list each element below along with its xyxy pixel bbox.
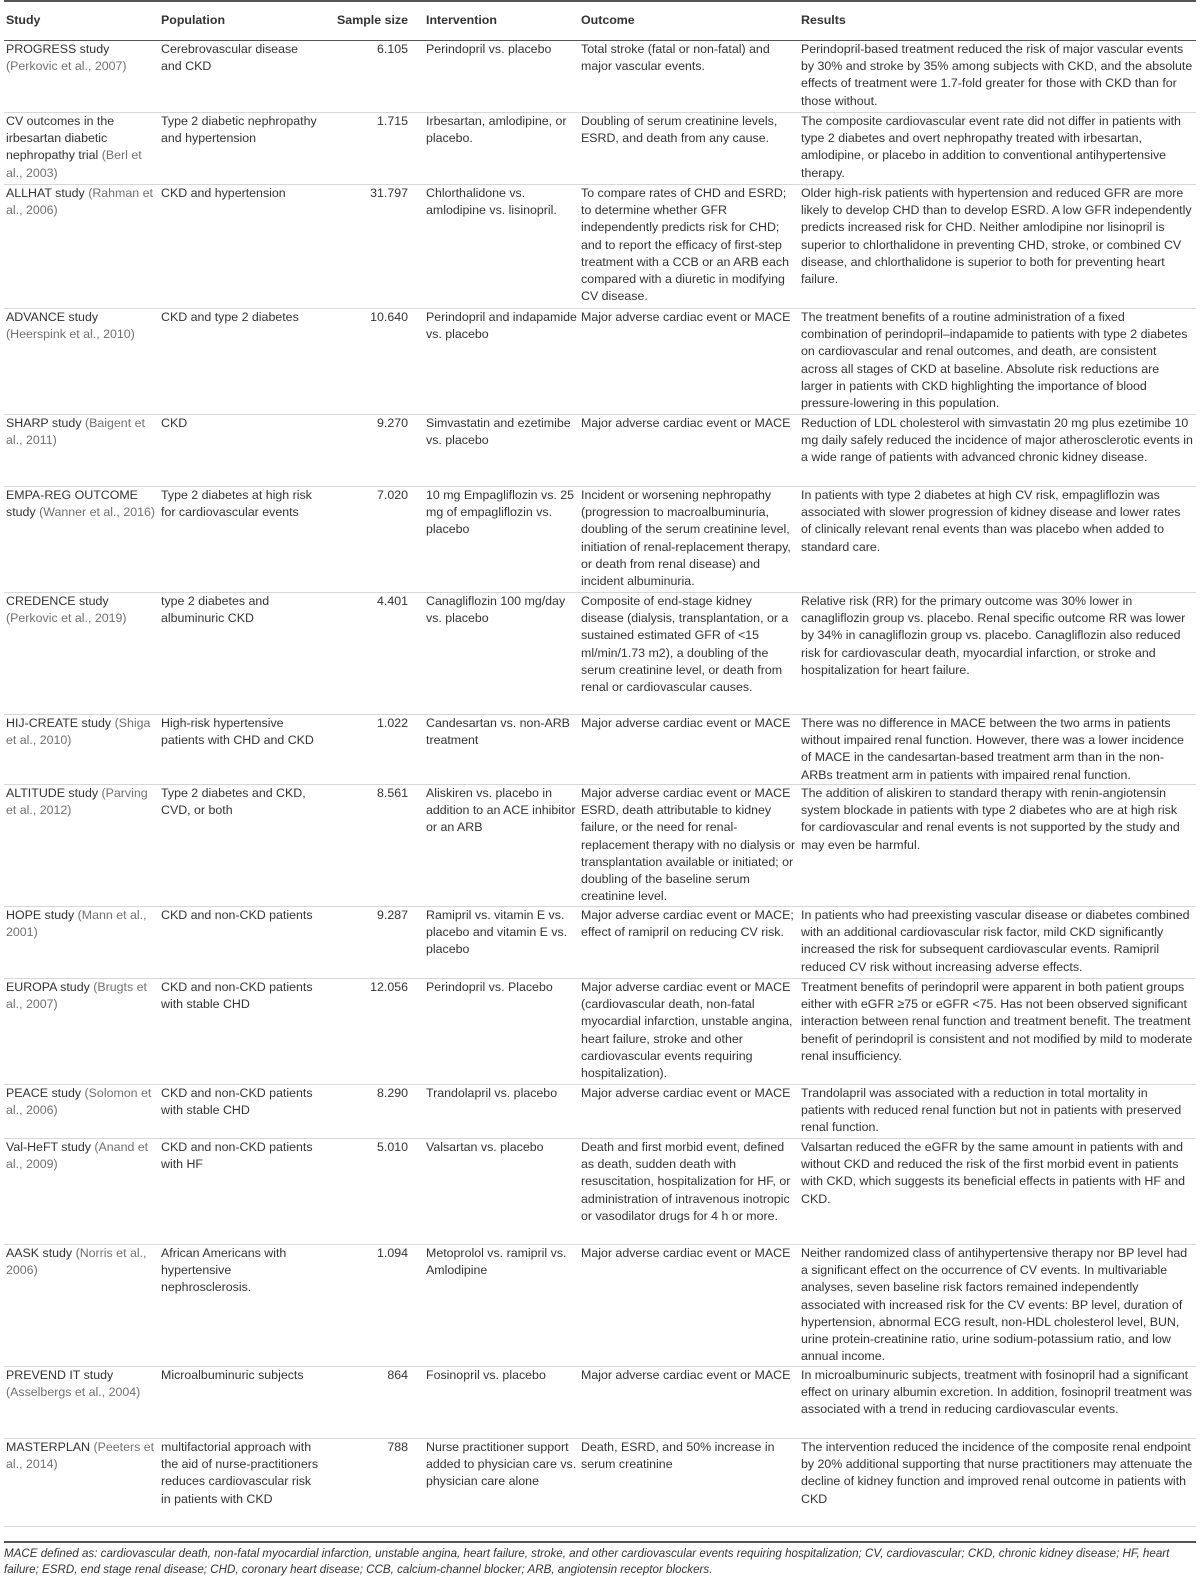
cell-results: Valsartan reduced the eGFR by the same amount in patients with and without CKD and reduced the risk of the first morbid event in patients with CKD, which suggests its beneficial effects in patients with HF and CKD. <box>799 1139 1196 1245</box>
cell-intervention: Fosinopril vs. placebo <box>424 1367 579 1439</box>
cell-results: Neither randomized class of antihypertensive therapy nor BP level had a significant effect on the occurrence of CV events. In multivariable analyses, seven baseline risk factors remained independently associated with increased risk for the CV events: BP level, duration of hypertension, abnormal ECG result, non-HDL cholesterol level, BUN, urine protein-creatinine ratio, urine sodium-potassium ratio, and low annual income. <box>799 1245 1196 1367</box>
cell-population: Type 2 diabetes and CKD, CVD, or both <box>159 785 324 907</box>
cell-study <box>4 979 159 1085</box>
study-reference-link[interactable]: (Perkovic et al., 2019) <box>6 611 127 626</box>
cell-study <box>4 487 159 593</box>
cell-sample-size: 12.056 <box>324 979 424 1085</box>
cell-outcome: Composite of end-stage kidney disease (dialysis, transplantation, or a sustained estimated GFR of <15 ml/min/1.73 m2), a doubling of the serum creatinine level, or death from renal or cardiovascular causes. <box>579 593 799 715</box>
study-reference-link[interactable]: (Asselbergs et al., 2004) <box>6 1385 141 1400</box>
study-reference-link[interactable]: (Mann et al., 2001) <box>6 908 147 940</box>
cell-sample-size: 1.094 <box>324 1245 424 1367</box>
cell-results: The composite cardiovascular event rate did not differ in patients with type 2 diabetes and overt nephropathy treated with irbesartan, amlodipine, or placebo in addition to conventional antihypertensive therapy. <box>799 113 1196 185</box>
cell-intervention: Candesartan vs. non-ARB treatment <box>424 715 579 785</box>
cell-study <box>4 785 159 907</box>
study-reference-link[interactable]: (Anand et al., 2009) <box>6 1140 149 1172</box>
cell-study <box>4 1139 159 1245</box>
cell-outcome: Major adverse cardiac event or MACE <box>579 415 799 487</box>
study-reference-link[interactable]: (Peeters et al., 2014) <box>6 1440 155 1472</box>
study-name: SHARP study <box>6 416 82 430</box>
header-outcome: Outcome <box>579 1 799 41</box>
cell-population: Cerebrovascular disease and CKD <box>159 41 324 113</box>
cell-population: CKD and non-CKD patients <box>159 907 324 979</box>
cell-study <box>4 309 159 415</box>
cell-intervention: Nurse practitioner support added to physician care vs. physician care alone <box>424 1439 579 1527</box>
study-name: HOPE study <box>6 908 75 922</box>
cell-outcome: Major adverse cardiac event or MACE; effect of ramipril on reducing CV risk. <box>579 907 799 979</box>
cell-sample-size: 9.270 <box>324 415 424 487</box>
table-row <box>4 1245 1196 1367</box>
cell-outcome: To compare rates of CHD and ESRD; to determine whether GFR independently predicts risk for CHD; and to report the efficacy of first-step treatment with a CCB or an ARB each compared with a diuretic in modifying CV disease. <box>579 185 799 309</box>
table-row <box>4 1139 1196 1245</box>
table-row <box>4 715 1196 785</box>
cell-sample-size: 1.022 <box>324 715 424 785</box>
table-body <box>4 41 1196 1527</box>
header-population: Population <box>159 1 324 41</box>
cell-results: Perindopril-based treatment reduced the risk of major vascular events by 30% and stroke by 35% among subjects with CKD, and the absolute effects of treatment were 1.7-fold greater for those with CKD than for those without. <box>799 41 1196 113</box>
study-name: CREDENCE study <box>6 594 109 608</box>
study-name: ALLHAT study <box>6 186 85 200</box>
cell-population: CKD and type 2 diabetes <box>159 309 324 415</box>
cell-population: CKD and non-CKD patients with HF <box>159 1139 324 1245</box>
table-row <box>4 785 1196 907</box>
cell-sample-size: 7.020 <box>324 487 424 593</box>
cell-intervention: Irbesartan, amlodipine, or placebo. <box>424 113 579 185</box>
cell-outcome: Incident or worsening nephropathy (progression to macroalbuminuria, doubling of the serum creatinine level, initiation of renal-replacement therapy, or death from renal disease) and incident albuminuria. <box>579 487 799 593</box>
cell-study <box>4 1439 159 1527</box>
cell-intervention: Chlorthalidone vs. amlodipine vs. lisinopril. <box>424 185 579 309</box>
cell-outcome: Death, ESRD, and 50% increase in serum creatinine <box>579 1439 799 1527</box>
cell-study <box>4 593 159 715</box>
cell-sample-size: 6.105 <box>324 41 424 113</box>
study-reference-link[interactable]: (Norris et al., 2006) <box>6 1246 147 1278</box>
cell-study <box>4 715 159 785</box>
cell-intervention: Perindopril vs. placebo <box>424 41 579 113</box>
header-intervention: Intervention <box>424 1 579 41</box>
cell-results: Reduction of LDL cholesterol with simvastatin 20 mg plus ezetimibe 10 mg daily safely reduced the incidence of major atherosclerotic events in a wide range of patients with advanced chronic kidney disease. <box>799 415 1196 487</box>
cell-sample-size: 788 <box>324 1439 424 1527</box>
table-row <box>4 1367 1196 1439</box>
cell-population: High-risk hypertensive patients with CHD and CKD <box>159 715 324 785</box>
study-name: ADVANCE study <box>6 310 99 324</box>
cell-population: type 2 diabetes and albuminuric CKD <box>159 593 324 715</box>
study-name: EMPA-REG OUTCOME study <box>6 488 138 520</box>
cell-study <box>4 415 159 487</box>
study-reference-link[interactable]: (Parving et al., 2012) <box>6 786 148 818</box>
table-row <box>4 907 1196 979</box>
cell-sample-size: 31.797 <box>324 185 424 309</box>
cell-results: In patients who had preexisting vascular disease or diabetes combined with an additional cardiovascular risk factor, mild CKD significantly increased the risk for subsequent cardiovascular events. Ramipril reduced CV risk without increasing adverse effects. <box>799 907 1196 979</box>
cell-population: Microalbuminuric subjects <box>159 1367 324 1439</box>
study-reference-link[interactable]: (Rahman et al., 2006) <box>6 186 153 218</box>
study-reference-link[interactable]: (Shiga et al., 2010) <box>6 716 151 748</box>
header-sample-size: Sample size <box>324 1 424 41</box>
cell-study <box>4 41 159 113</box>
cell-sample-size: 10.640 <box>324 309 424 415</box>
header-study: Study <box>4 1 159 41</box>
cell-results: In microalbuminuric subjects, treatment with fosinopril had a significant effect on urinary albumin excretion. In addition, fosinopril treatment was associated with a trend in reducing cardiovascular events. <box>799 1367 1196 1439</box>
cell-intervention: Valsartan vs. placebo <box>424 1139 579 1245</box>
study-reference-link[interactable]: (Heerspink et al., 2010) <box>6 327 135 342</box>
cell-intervention: Perindopril and indapamide vs. placebo <box>424 309 579 415</box>
cell-intervention: Trandolapril vs. placebo <box>424 1085 579 1139</box>
cell-results: Treatment benefits of perindopril were apparent in both patient groups either with eGFR ≥75 or eGFR <75. Has not been observed significant interaction between renal function and treatment benefit. The treatment benefit of perindopril is consistent and not modified by mild to moderate renal insufficiency. <box>799 979 1196 1085</box>
cell-outcome: Major adverse cardiac event or MACE ESRD, death attributable to kidney failure, or the need for renal-replacement therapy with no dialysis or transplantation available or initiated; or doubling of the baseline serum creatinine level. <box>579 785 799 907</box>
table-row <box>4 1085 1196 1139</box>
header-row <box>4 1 1196 41</box>
cell-intervention: Canagliflozin 100 mg/day vs. placebo <box>424 593 579 715</box>
study-name: PREVEND IT study <box>6 1368 114 1382</box>
study-name: AASK study <box>6 1246 73 1260</box>
table-row <box>4 415 1196 487</box>
cell-population: multifactorial approach with the aid of nurse-practitioners reduces cardiovascular risk in patients with CKD <box>159 1439 324 1527</box>
cell-results: Trandolapril was associated with a reduction in total mortality in patients with reduced renal function but not in patients with preserved renal function. <box>799 1085 1196 1139</box>
cell-results: The intervention reduced the incidence of the composite renal endpoint by 20% additional supporting that nurse practitioners may attenuate the decline of kidney function and improved renal outcome in patients with CKD <box>799 1439 1196 1527</box>
table-row <box>4 41 1196 113</box>
study-reference-link[interactable]: (Solomon et al., 2006) <box>6 1086 152 1118</box>
cell-results: The treatment benefits of a routine administration of a fixed combination of perindopril–indapamide to patients with type 2 diabetes on cardiovascular and renal outcomes, and death, are consistent across all stages of CKD at baseline. Absolute risk reductions are larger in patients with CKD highlighting the importance of blood pressure-lowering in this population. <box>799 309 1196 415</box>
cell-study <box>4 1085 159 1139</box>
cell-population: CKD and non-CKD patients with stable CHD <box>159 1085 324 1139</box>
cell-sample-size: 8.561 <box>324 785 424 907</box>
cell-sample-size: 1.715 <box>324 113 424 185</box>
cell-population: Type 2 diabetic nephropathy and hypertension <box>159 113 324 185</box>
table-row <box>4 979 1196 1085</box>
table-row <box>4 1439 1196 1527</box>
study-name: ALTITUDE study <box>6 786 99 800</box>
cell-intervention: Simvastatin and ezetimibe vs. placebo <box>424 415 579 487</box>
cell-intervention: Perindopril vs. Placebo <box>424 979 579 1085</box>
cell-population: CKD and non-CKD patients with stable CHD <box>159 979 324 1085</box>
cell-sample-size: 4.401 <box>324 593 424 715</box>
study-reference-link[interactable]: (Berl et al., 2003) <box>6 148 142 180</box>
table-header <box>4 1 1196 41</box>
cell-results: Older high-risk patients with hypertension and reduced GFR are more likely to develop CHD than to develop ESRD. A low GFR independently predicts increased risk for CHD. Neither amlodipine nor lisinopril is superior to chlorthalidone in preventing CHD, stroke, or combined CV disease, and chlorthalidone is superior to both for preventing heart failure. <box>799 185 1196 309</box>
cell-intervention: Ramipril vs. vitamin E vs. placebo and vitamin E vs. placebo <box>424 907 579 979</box>
study-reference-link[interactable]: (Perkovic et al., 2007) <box>6 59 127 74</box>
cell-outcome: Major adverse cardiac event or MACE (cardiovascular death, non-fatal myocardial infarction, unstable angina, heart failure, stroke and other cardiovascular events requiring hospitalization). <box>579 979 799 1085</box>
cell-study <box>4 1367 159 1439</box>
table-row <box>4 309 1196 415</box>
studies-table <box>4 0 1196 1527</box>
study-name: HIJ-CREATE study <box>6 716 112 730</box>
cell-sample-size: 8.290 <box>324 1085 424 1139</box>
study-name: PEACE study <box>6 1086 82 1100</box>
cell-results: The addition of aliskiren to standard therapy with renin-angiotensin system blockade in patients with type 2 diabetes who are at high risk for cardiovascular and renal events is not supported by the study and may even be harmful. <box>799 785 1196 907</box>
cell-population: Type 2 diabetes at high risk for cardiovascular events <box>159 487 324 593</box>
cell-population: CKD and hypertension <box>159 185 324 309</box>
cell-results: Relative risk (RR) for the primary outcome was 30% lower in canagliflozin group vs. placebo. Renal specific outcome RR was lower by 34% in canagliflozin group vs. placebo. Canagliflozin also reduced risk for cardiovascular death, myocardial infarction, or stroke and hospitalization for heart failure. <box>799 593 1196 715</box>
cell-sample-size: 5.010 <box>324 1139 424 1245</box>
cell-results: There was no difference in MACE between the two arms in patients without impaired renal function. However, there was a lower incidence of MACE in the candesartan-based treatment arm than in the non-ARBs treatment arm in patients with impaired renal function. <box>799 715 1196 785</box>
table-footnote: MACE defined as: cardiovascular death, non-fatal myocardial infarction, unstable angina, heart failure, stroke, and other cardiovascular events requiring hospitalization; CV, cardiovascular; CKD, chronic kidney disease; HF, heart failure; ESRD, end stage renal disease; CHD, coronary heart disease; CCB, calcium-channel blocker; ARB, angiotensin receptor blockers. <box>4 1541 1196 1578</box>
cell-outcome: Major adverse cardiac event or MACE <box>579 309 799 415</box>
table-row <box>4 185 1196 309</box>
cell-study <box>4 185 159 309</box>
study-name: PROGRESS study <box>6 42 110 56</box>
cell-intervention: Aliskiren vs. placebo in addition to an ACE inhibitor or an ARB <box>424 785 579 907</box>
cell-sample-size: 9.287 <box>324 907 424 979</box>
cell-outcome: Death and first morbid event, defined as death, sudden death with resuscitation, hospitalization for HF, or administration of intravenous inotropic or vasodilator drugs for 4 h or more. <box>579 1139 799 1245</box>
cell-outcome: Doubling of serum creatinine levels, ESRD, and death from any cause. <box>579 113 799 185</box>
cell-study <box>4 907 159 979</box>
table-row <box>4 113 1196 185</box>
cell-outcome: Major adverse cardiac event or MACE <box>579 1367 799 1439</box>
study-name: EUROPA study <box>6 980 90 994</box>
cell-intervention: 10 mg Empagliflozin vs. 25 mg of empagliflozin vs. placebo <box>424 487 579 593</box>
study-reference-link[interactable]: (Wanner et al., 2016) <box>39 505 156 520</box>
table-row <box>4 593 1196 715</box>
study-name: Val-HeFT study <box>6 1140 91 1154</box>
cell-population: African Americans with hypertensive nephrosclerosis. <box>159 1245 324 1367</box>
cell-outcome: Major adverse cardiac event or MACE <box>579 1085 799 1139</box>
cell-outcome: Major adverse cardiac event or MACE <box>579 1245 799 1367</box>
header-results: Results <box>799 1 1196 41</box>
study-reference-link[interactable]: (Brugts et al., 2007) <box>6 980 147 1012</box>
cell-intervention: Metoprolol vs. ramipril vs. Amlodipine <box>424 1245 579 1367</box>
cell-population: CKD <box>159 415 324 487</box>
cell-outcome: Total stroke (fatal or non-fatal) and major vascular events. <box>579 41 799 113</box>
cell-outcome: Major adverse cardiac event or MACE <box>579 715 799 785</box>
study-name: MASTERPLAN <box>6 1440 90 1454</box>
study-reference-link[interactable]: (Baigent et al., 2011) <box>6 416 145 448</box>
cell-study <box>4 1245 159 1367</box>
cell-study <box>4 113 159 185</box>
study-name: CV outcomes in the irbesartan diabetic nephropathy trial <box>6 114 115 163</box>
cell-results: In patients with type 2 diabetes at high CV risk, empagliflozin was associated with slower progression of kidney disease and lower rates of clinically relevant renal events than was placebo when added to standard care. <box>799 487 1196 593</box>
cell-sample-size: 864 <box>324 1367 424 1439</box>
table-row <box>4 487 1196 593</box>
